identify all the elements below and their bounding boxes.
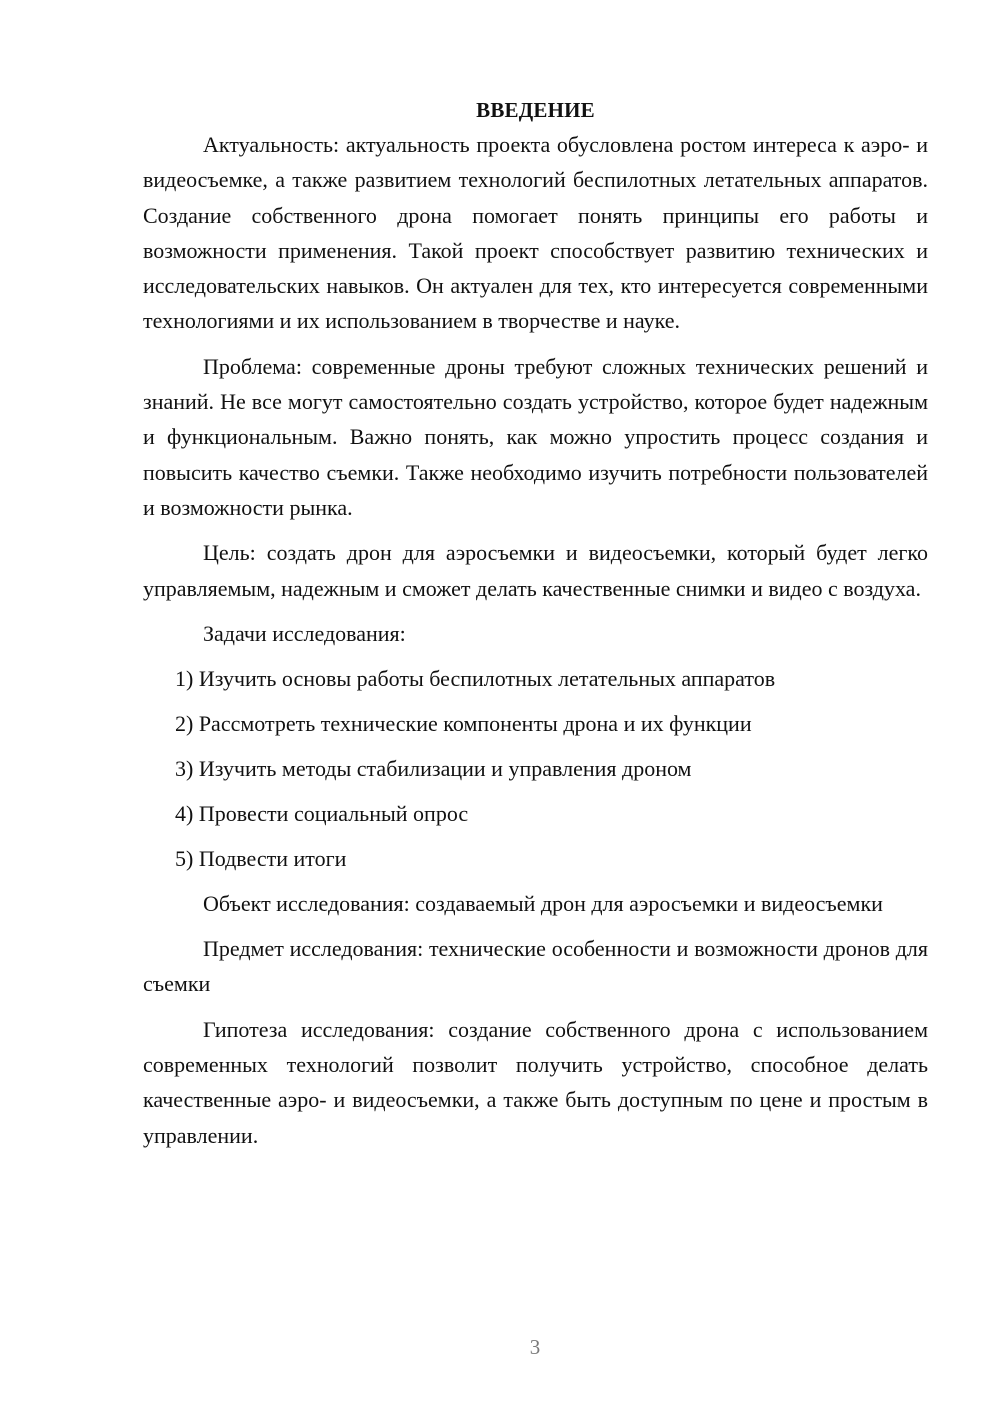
goal-paragraph: Цель: создать дрон для аэросъемки и видеосъемки, который будет легко управляемым, надежным и сможет делать качественные снимки и видео с воздуха. [143, 540, 928, 601]
page-number: 3 [529, 1335, 541, 1359]
page-content [143, 94, 928, 1163]
tasks-heading: Задачи исследования: [203, 620, 406, 646]
task-item: 4) Провести социальный опрос [175, 800, 469, 826]
hypothesis-paragraph: Гипотеза исследования: создание собственного дрона с использованием современных технологий позволит получить устройство, способное делать качественные аэро- и видеосъемки, а также быть доступным по цене и простым в управлении. [143, 1016, 928, 1148]
subject-paragraph: Предмет исследования: технические особенности и возможности дронов для съемки [143, 936, 928, 997]
relevance-paragraph: Актуальность: актуальность проекта обусловлена ростом интереса к аэро- и видеосъемке, а также развитием технологий беспилотных летательных аппаратов. Создание собственного дрона помогает понять принципы его работы и возможности применения. Такой проект способствует развитию технических и исследовательских навыков. Он актуален для тех, кто интересуется современными технологиями и их использованием в творчестве и науке. [143, 132, 928, 334]
section-title: ВВЕДЕНИЕ [476, 98, 595, 122]
task-item: 3) Изучить методы стабилизации и управления дроном [175, 755, 692, 781]
problem-paragraph: Проблема: современные дроны требуют сложных технических решений и знаний. Не все могут самостоятельно создать устройство, которое будет надежным и функциональным. Важно понять, как можно упростить процесс создания и повысить качество съемки. Также необходимо изучить потребности пользователей и возможности рынка. [143, 353, 928, 520]
task-item: 1) Изучить основы работы беспилотных летательных аппаратов [175, 665, 776, 691]
task-item: 5) Подвести итоги [175, 845, 347, 871]
tasks-list [143, 661, 928, 876]
task-item: 2) Рассмотреть технические компоненты дрона и их функции [175, 710, 752, 736]
object-paragraph: Объект исследования: создаваемый дрон для аэросъемки и видеосъемки [203, 890, 883, 916]
